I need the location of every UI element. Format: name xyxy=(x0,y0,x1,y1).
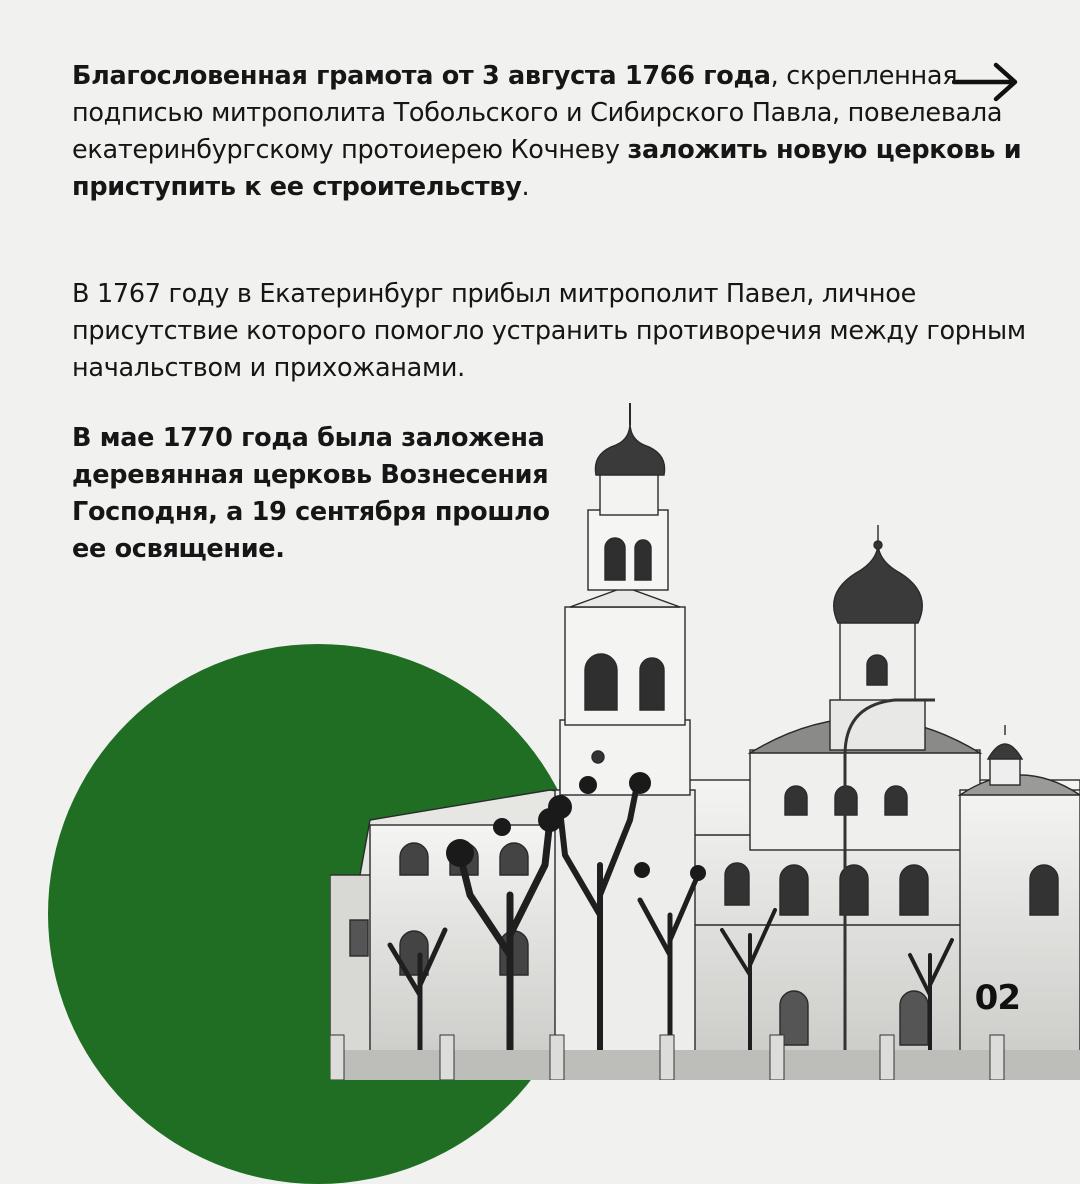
intro-bold-end: заложить новую церковь и приступить к ее строительству xyxy=(72,135,1022,202)
intro-end: . xyxy=(521,172,530,202)
third-paragraph: В мае 1770 года была заложена деревянная церковь Вознесения Господня, а 19 сентября прошло ее освящение. xyxy=(72,423,550,564)
intro-regular: , скрепленная подписью митрополита Тобольского и Сибирского Павла, повелевала екатеринбургскому протоиерею Кочневу xyxy=(72,61,1003,165)
second-paragraph: В 1767 году в Екатеринбург прибыл митрополит Павел, личное присутствие которого помогло устранить противоречия между горным начальством и прихожанами. xyxy=(72,279,1026,383)
intro-bold-start: Благословенная грамота от 3 августа 1766 года xyxy=(72,61,771,91)
intro-paragraph xyxy=(72,58,1032,206)
church-photo xyxy=(330,395,1080,1080)
page-number: 02 xyxy=(974,978,1020,1018)
